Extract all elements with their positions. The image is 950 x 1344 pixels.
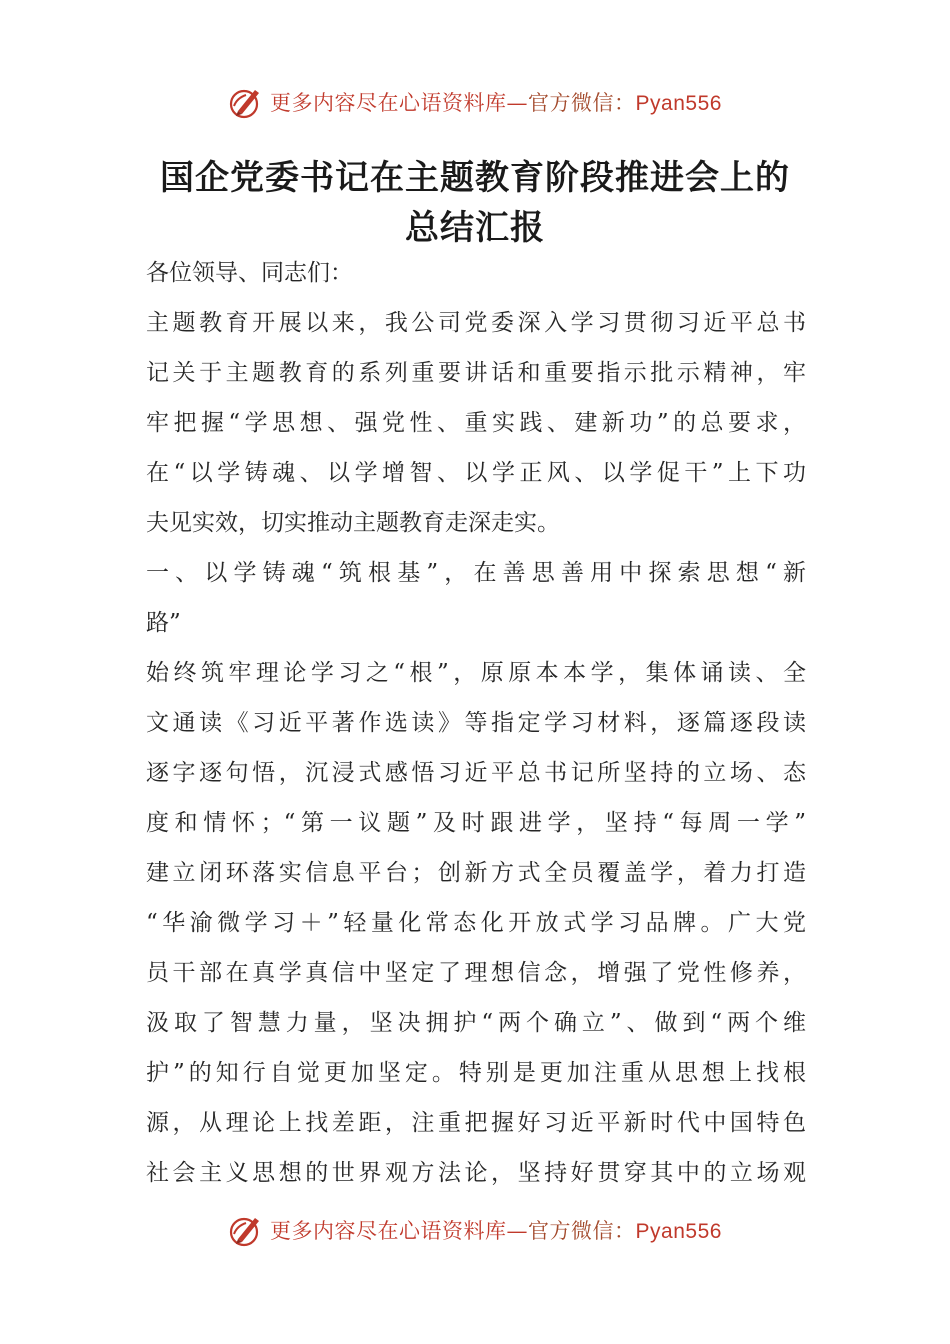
watermark-text — [270, 87, 722, 117]
body-line: 社会主义思想的世界观方法论，坚持好贯穿其中的立场观 — [146, 1160, 806, 1186]
section-heading-line: 路” — [146, 610, 181, 636]
watermark-id: Pyan556 — [635, 92, 722, 115]
body-line: 在“以学铸魂、以学增智、以学正风、以学促干”上下功 — [146, 460, 806, 486]
body-line: 夫见实效，切实推动主题教育走深走实。 — [146, 510, 560, 536]
watermark-main: 更多内容尽在心语资料库 — [270, 1219, 507, 1243]
watermark-text — [270, 1215, 722, 1245]
watermark-sub: 官方微信： — [528, 1219, 636, 1243]
document-title-line2: 总结汇报 — [405, 208, 545, 248]
body-line: 度和情怀；“第一议题”及时跟进学，坚持“每周一学” — [146, 810, 806, 836]
body-line: 各位领导、同志们： — [146, 260, 353, 286]
body-line: “华渝微学习＋”轻量化常态化开放式学习品牌。广大党 — [146, 910, 806, 936]
pen-circle-logo-icon — [228, 1212, 264, 1248]
footer-watermark — [0, 1208, 950, 1252]
body-line: 员干部在真学真信中坚定了理想信念，增强了党性修养， — [146, 960, 806, 986]
document-title-line1: 国企党委书记在主题教育阶段推进会上的 — [160, 158, 790, 198]
body-line: 主题教育开展以来，我公司党委深入学习贯彻习近平总书 — [146, 310, 806, 336]
watermark-dash: — — [506, 91, 529, 115]
body-line: 源，从理论上找差距，注重把握好习近平新时代中国特色 — [146, 1110, 806, 1136]
body-line: 护”的知行自觉更加坚定。特别是更加注重从思想上找根 — [146, 1060, 806, 1086]
pen-circle-logo-icon — [228, 84, 264, 120]
section-heading-line: 一、以学铸魂“筑根基”，在善思善用中探索思想“新 — [146, 560, 806, 586]
watermark-sub: 官方微信： — [528, 91, 636, 115]
watermark-main: 更多内容尽在心语资料库 — [270, 91, 507, 115]
body-line: 牢把握“学思想、强党性、重实践、建新功”的总要求， — [146, 410, 806, 436]
document-body — [146, 248, 806, 1198]
body-line: 逐字逐句悟，沉浸式感悟习近平总书记所坚持的立场、态 — [146, 760, 806, 786]
body-line: 文通读《习近平著作选读》等指定学习材料，逐篇逐段读 — [146, 710, 806, 736]
header-watermark — [0, 80, 950, 124]
body-line: 记关于主题教育的系列重要讲话和重要指示批示精神，牢 — [146, 360, 806, 386]
body-line: 建立闭环落实信息平台；创新方式全员覆盖学，着力打造 — [146, 860, 806, 886]
body-line: 始终筑牢理论学习之“根”，原原本本学，集体诵读、全 — [146, 660, 806, 686]
watermark-id: Pyan556 — [635, 1220, 722, 1243]
body-line: 汲取了智慧力量，坚决拥护“两个确立”、做到“两个维 — [146, 1010, 806, 1036]
watermark-dash: — — [506, 1219, 529, 1243]
